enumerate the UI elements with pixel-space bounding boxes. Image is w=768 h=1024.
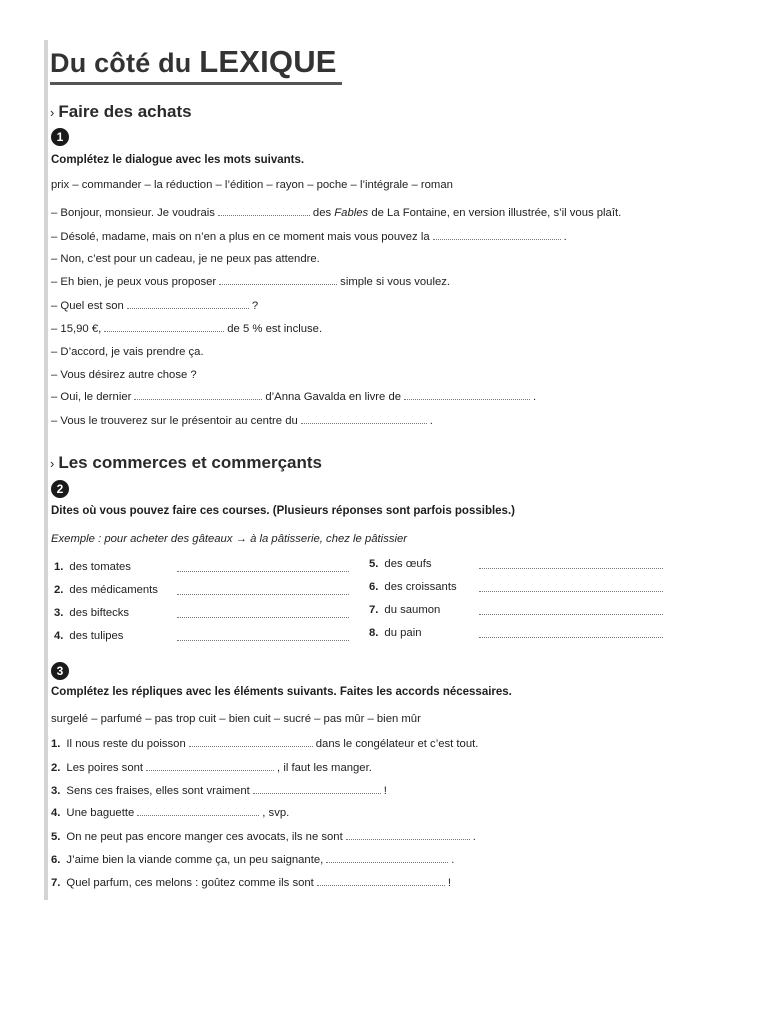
blank-field[interactable] <box>127 299 249 309</box>
list-item: 4. Une baguette , svp. <box>51 807 290 819</box>
dialogue-line-6: – 15,90 €, de 5 % est incluse. <box>51 323 323 335</box>
blank-field[interactable] <box>479 605 663 615</box>
blank-field[interactable] <box>326 853 448 863</box>
section-heading-commerces <box>50 453 322 473</box>
list-item: 4. des tulipes <box>54 630 124 642</box>
list-item: 7. Quel parfum, ces melons : goûtez comme ils sont ! <box>51 877 451 889</box>
list-item: 3. Sens ces fraises, elles sont vraiment ! <box>51 785 387 797</box>
blank-field[interactable] <box>317 876 445 886</box>
exercise-3-instruction: Complétez les répliques avec les éléments suivants. Faites les accords nécessaires. <box>51 686 512 698</box>
title-underline <box>50 82 342 85</box>
blank-field[interactable] <box>189 737 313 747</box>
dialogue-line-5: – Quel est son ? <box>51 300 259 312</box>
blank-field[interactable] <box>104 322 224 332</box>
page-title <box>50 44 337 80</box>
blank-field[interactable] <box>177 585 349 595</box>
blank-field[interactable] <box>404 390 530 400</box>
blank-field[interactable] <box>146 761 274 771</box>
dialogue-line-1: – Bonjour, monsieur. Je voudrais des Fables de La Fontaine, en version illustrée, s’il vous plaît. <box>51 207 622 219</box>
blank-field[interactable] <box>137 806 259 816</box>
dialogue-line-2: – Désolé, madame, mais on n’en a plus en ce moment mais vous pouvez la . <box>51 231 567 243</box>
dialogue-line-10: – Vous le trouverez sur le présentoir au centre du . <box>51 415 433 427</box>
title-prefix: Du côté du <box>50 48 200 78</box>
chevron-right-icon: › <box>50 105 55 120</box>
exercise-number-3: 3 <box>51 662 69 680</box>
section-heading-achats <box>50 102 192 122</box>
list-item: 6. J’aime bien la viande comme ça, un peu saignante, . <box>51 854 455 866</box>
exercise-2-example: Exemple : pour acheter des gâteaux → à la pâtisserie, chez le pâtissier <box>51 533 408 545</box>
exercise-number-1: 1 <box>51 128 69 146</box>
exercise-number-2: 2 <box>51 480 69 498</box>
blank-field[interactable] <box>346 830 470 840</box>
exercise-1-word-bank: prix – commander – la réduction – l’édition – rayon – poche – l’intégrale – roman <box>51 179 453 191</box>
list-item: 2. des médicaments <box>54 584 158 596</box>
dialogue-line-9: – Oui, le dernier d’Anna Gavalda en livre de . <box>51 391 537 403</box>
blank-field[interactable] <box>479 559 663 569</box>
exercise-2-instruction: Dites où vous pouvez faire ces courses. (Plusieurs réponses sont parfois possibles.) <box>51 505 515 517</box>
blank-field[interactable] <box>177 608 349 618</box>
dialogue-line-3: – Non, c’est pour un cadeau, je ne peux pas attendre. <box>51 253 320 265</box>
blank-field[interactable] <box>301 414 427 424</box>
blank-field[interactable] <box>177 631 349 641</box>
list-item: 8. du pain <box>369 627 422 639</box>
section-heading-text: Faire des achats <box>58 102 192 121</box>
blank-field[interactable] <box>218 206 310 216</box>
blank-field[interactable] <box>219 275 337 285</box>
dialogue-line-4: – Eh bien, je peux vous proposer simple si vous voulez. <box>51 276 451 288</box>
blank-field[interactable] <box>177 562 349 572</box>
list-item: 6. des croissants <box>369 581 457 593</box>
list-item: 3. des biftecks <box>54 607 130 619</box>
dialogue-line-7: – D’accord, je vais prendre ça. <box>51 346 204 358</box>
blank-field[interactable] <box>433 230 561 240</box>
margin-rule <box>44 40 48 900</box>
section-heading-text: Les commerces et commerçants <box>58 453 322 472</box>
blank-field[interactable] <box>479 628 663 638</box>
blank-field[interactable] <box>134 390 262 400</box>
blank-field[interactable] <box>253 784 381 794</box>
dialogue-line-8: – Vous désirez autre chose ? <box>51 369 197 381</box>
exercise-3-word-bank: surgelé – parfumé – pas trop cuit – bien cuit – sucré – pas mûr – bien mûr <box>51 713 421 725</box>
list-item: 1. Il nous reste du poisson dans le congélateur et c’est tout. <box>51 738 479 750</box>
list-item: 5. On ne peut pas encore manger ces avocats, ils ne sont . <box>51 831 476 843</box>
list-item: 5. des œufs <box>369 558 432 570</box>
chevron-right-icon: › <box>50 456 55 471</box>
exercise-1-instruction: Complétez le dialogue avec les mots suivants. <box>51 154 305 166</box>
list-item: 2. Les poires sont , il faut les manger. <box>51 762 372 774</box>
blank-field[interactable] <box>479 582 663 592</box>
title-main: LEXIQUE <box>199 44 337 79</box>
list-item: 1. des tomates <box>54 561 131 573</box>
list-item: 7. du saumon <box>369 604 441 616</box>
